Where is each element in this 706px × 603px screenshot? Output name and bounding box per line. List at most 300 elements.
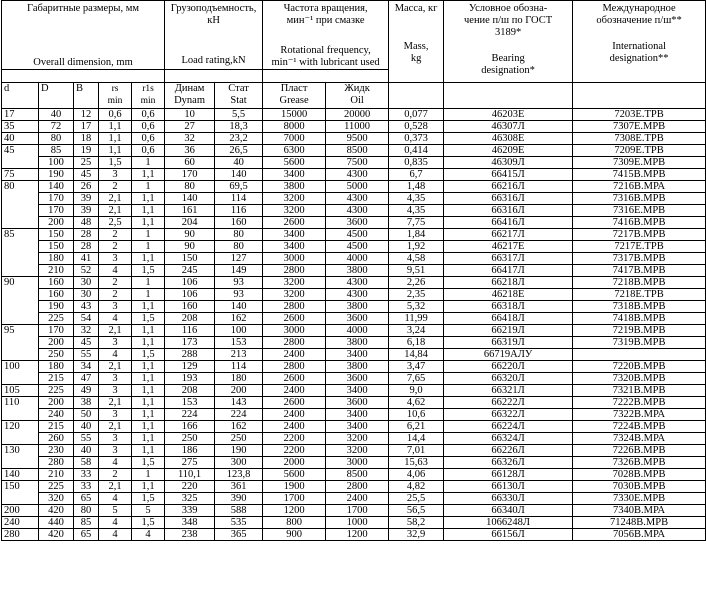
cell-freq-oil: 2800 [326,481,389,493]
header-freq-ru: Частота вращения, мин⁻¹ при смазке [283,3,368,26]
cell-gost-designation: 66326Л [444,457,573,469]
cell-d: 95 [2,325,39,337]
cell-freq-grease: 1900 [263,481,326,493]
cell-r1s-min: 1,1 [132,253,165,265]
table-row [2,529,706,541]
cell-r1s-min: 1,5 [132,265,165,277]
cell-mass: 1,92 [389,241,444,253]
cell-load-static: 123,8 [215,469,263,481]
header-grease-ru: Пласт [280,83,308,94]
cell-mass: 4,35 [389,193,444,205]
cell-rs-min: 2 [99,469,132,481]
cell-d: 105 [2,385,39,397]
cell-B: 54 [74,313,99,325]
cell-freq-oil: 4300 [326,169,389,181]
cell-gost-designation: 66217Л [444,229,573,241]
cell-freq-oil: 3400 [326,385,389,397]
cell-D: 170 [39,193,74,205]
cell-D: 260 [39,433,74,445]
cell-r1s-min: 1,1 [132,205,165,217]
cell-rs-min: 4 [99,265,132,277]
header-dyn-ru: Динам [174,83,205,94]
table-row [2,241,706,253]
cell-D: 225 [39,481,74,493]
cell-gost-designation: 66415Л [444,169,573,181]
cell-r1s-min: 1,1 [132,169,165,181]
cell-B: 50 [74,409,99,421]
cell-load-dynamic: 27 [165,121,215,133]
cell-freq-grease: 2400 [263,421,326,433]
header-mass-ru: Масса, кг [394,3,438,14]
cell-freq-oil: 3400 [326,421,389,433]
cell-mass: 0,077 [389,109,444,121]
cell-freq-grease: 3200 [263,205,326,217]
cell-rs-min: 2,1 [99,481,132,493]
cell-D: 190 [39,169,74,181]
cell-D: 180 [39,253,74,265]
cell-rs-min: 2 [99,229,132,241]
bearing-spec-table [1,0,706,541]
cell-load-static: 361 [215,481,263,493]
header-mass [389,1,444,83]
cell-D: 280 [39,457,74,469]
cell-B: 30 [74,289,99,301]
cell-r1s-min: 1,1 [132,409,165,421]
cell-intl-designation: 7415В.МРВ [573,169,706,181]
cell-mass: 4,82 [389,481,444,493]
cell-freq-oil: 4300 [326,289,389,301]
cell-gost-designation: 66719АЛУ [444,349,573,361]
cell-d: 140 [2,469,39,481]
cell-mass: 7,01 [389,445,444,457]
table-row [2,133,706,145]
cell-intl-designation: 7418В.МРВ [573,313,706,325]
cell-rs-min: 3 [99,409,132,421]
cell-d: 40 [2,133,39,145]
cell-r1s-min: 1,5 [132,349,165,361]
cell-rs-min: 4 [99,493,132,505]
cell-load-dynamic: 36 [165,145,215,157]
cell-D: 200 [39,337,74,349]
cell-gost-designation: 46309Л [444,157,573,169]
cell-load-static: 588 [215,505,263,517]
cell-freq-oil: 3800 [326,265,389,277]
cell-gost-designation: 66130Л [444,481,573,493]
cell-gost-designation: 66324Л [444,433,573,445]
cell-load-static: 300 [215,457,263,469]
cell-intl-designation: 7330Е.МРВ [573,493,706,505]
cell-freq-oil: 1200 [326,529,389,541]
cell-load-static: 535 [215,517,263,529]
cell-D: 225 [39,313,74,325]
cell-mass: 32,9 [389,529,444,541]
cell-intl-designation: 7322В.МРА [573,409,706,421]
cell-rs-min: 0,6 [99,109,132,121]
cell-freq-oil: 11000 [326,121,389,133]
cell-B: 52 [74,265,99,277]
cell-load-static: 149 [215,265,263,277]
cell-freq-grease: 3200 [263,193,326,205]
cell-d [2,349,39,361]
cell-load-static: 69,5 [215,181,263,193]
cell-intl-designation: 7203Е.ТРВ [573,109,706,121]
cell-d [2,265,39,277]
cell-mass: 14,4 [389,433,444,445]
cell-gost-designation: 66316Л [444,193,573,205]
cell-load-dynamic: 208 [165,313,215,325]
cell-freq-oil: 8500 [326,145,389,157]
cell-B: 40 [74,421,99,433]
cell-rs-min: 3 [99,253,132,265]
cell-d: 110 [2,397,39,409]
table-row [2,193,706,205]
cell-r1s-min: 1,1 [132,445,165,457]
cell-rs-min: 2,1 [99,325,132,337]
cell-freq-oil: 9500 [326,133,389,145]
cell-freq-grease: 2800 [263,301,326,313]
cell-r1s-min: 1 [132,229,165,241]
cell-intl-designation: 7030В.МРВ [573,481,706,493]
cell-mass: 15,63 [389,457,444,469]
cell-freq-grease: 5600 [263,157,326,169]
cell-load-static: 80 [215,229,263,241]
cell-intl-designation: 7307Е.МРВ [573,121,706,133]
table-row [2,457,706,469]
cell-freq-grease: 2600 [263,397,326,409]
table-row [2,421,706,433]
table-row [2,289,706,301]
cell-load-static: 140 [215,169,263,181]
cell-load-dynamic: 90 [165,229,215,241]
cell-rs-min: 4 [99,517,132,529]
cell-intl-designation: 7209Е.ТРВ [573,145,706,157]
header-D: D [39,83,74,109]
cell-rs-min: 1,1 [99,145,132,157]
cell-freq-grease: 3400 [263,241,326,253]
cell-D: 72 [39,121,74,133]
cell-r1s-min: 5 [132,505,165,517]
cell-rs-min: 2,1 [99,205,132,217]
cell-load-static: 140 [215,301,263,313]
cell-mass: 9,51 [389,265,444,277]
cell-mass: 6,18 [389,337,444,349]
cell-r1s-min: 1,1 [132,217,165,229]
cell-B: 34 [74,361,99,373]
table-row [2,145,706,157]
cell-load-static: 5,5 [215,109,263,121]
cell-load-static: 200 [215,385,263,397]
cell-rs-min: 2 [99,181,132,193]
header-intl-en1: International [612,41,666,52]
cell-B: 33 [74,469,99,481]
cell-freq-grease: 3400 [263,169,326,181]
cell-freq-grease: 2400 [263,349,326,361]
cell-B: 49 [74,385,99,397]
header-dyn-en: Dynam [174,95,206,106]
cell-r1s-min: 1,5 [132,313,165,325]
cell-r1s-min: 1 [132,469,165,481]
cell-freq-grease: 2200 [263,445,326,457]
header-gost-ru: Условное обозна-чение п/ш по ГОСТ 3189* [464,3,553,38]
table-row [2,409,706,421]
cell-freq-oil: 8500 [326,469,389,481]
cell-B: 48 [74,217,99,229]
cell-mass: 4,62 [389,397,444,409]
cell-load-dynamic: 106 [165,277,215,289]
cell-gost-designation: 1066248Л [444,517,573,529]
cell-load-dynamic: 325 [165,493,215,505]
cell-D: 420 [39,529,74,541]
table-row [2,517,706,529]
cell-rs-min: 2,5 [99,217,132,229]
cell-intl-designation: 7320В.МРВ [573,373,706,385]
cell-r1s-min: 1 [132,157,165,169]
cell-rs-min: 4 [99,457,132,469]
table-row [2,433,706,445]
table-row [2,157,706,169]
cell-load-dynamic: 275 [165,457,215,469]
cell-d [2,373,39,385]
cell-freq-oil: 3200 [326,433,389,445]
cell-B: 25 [74,157,99,169]
cell-B: 40 [74,445,99,457]
cell-D: 150 [39,229,74,241]
cell-B: 18 [74,133,99,145]
cell-freq-oil: 5000 [326,181,389,193]
cell-B: 38 [74,397,99,409]
table-row [2,493,706,505]
cell-freq-grease: 2200 [263,433,326,445]
cell-mass: 6,7 [389,169,444,181]
cell-load-dynamic: 220 [165,481,215,493]
cell-mass: 2,26 [389,277,444,289]
cell-B: 26 [74,181,99,193]
cell-load-dynamic: 150 [165,253,215,265]
cell-rs-min: 3 [99,385,132,397]
cell-load-dynamic: 238 [165,529,215,541]
cell-load-static: 365 [215,529,263,541]
cell-d [2,241,39,253]
table-row [2,265,706,277]
header-d: d [2,83,39,109]
header-rs-label: rs [111,84,119,94]
cell-mass: 58,2 [389,517,444,529]
cell-load-dynamic: 224 [165,409,215,421]
cell-D: 210 [39,469,74,481]
cell-rs-min: 3 [99,337,132,349]
table-row [2,169,706,181]
cell-r1s-min: 1,1 [132,301,165,313]
cell-load-dynamic: 204 [165,217,215,229]
table-row [2,217,706,229]
cell-load-static: 40 [215,157,263,169]
cell-mass: 10,6 [389,409,444,421]
cell-intl-designation: 7219В.МРВ [573,325,706,337]
cell-d: 200 [2,505,39,517]
cell-gost-designation: 66416Л [444,217,573,229]
cell-freq-grease: 2400 [263,409,326,421]
cell-r1s-min: 1,1 [132,337,165,349]
cell-intl-designation: 7416В.МРВ [573,217,706,229]
cell-mass: 1,84 [389,229,444,241]
cell-B: 80 [74,505,99,517]
cell-rs-min: 3 [99,433,132,445]
table-row [2,373,706,385]
header-overall-spacer [2,70,165,83]
cell-load-dynamic: 153 [165,397,215,409]
cell-freq-grease: 2000 [263,457,326,469]
cell-mass: 0,414 [389,145,444,157]
cell-d: 17 [2,109,39,121]
header-overall-dimension [2,1,165,70]
cell-mass: 0,373 [389,133,444,145]
cell-freq-oil: 20000 [326,109,389,121]
cell-d: 100 [2,361,39,373]
table-row [2,313,706,325]
table-row [2,277,706,289]
cell-gost-designation: 66319Л [444,337,573,349]
table-row [2,325,706,337]
cell-load-dynamic: 116 [165,325,215,337]
cell-r1s-min: 1,1 [132,421,165,433]
cell-B: 55 [74,349,99,361]
cell-load-static: 160 [215,217,263,229]
cell-d: 150 [2,481,39,493]
header-mass-sub [389,83,444,109]
cell-freq-grease: 2800 [263,361,326,373]
cell-D: 170 [39,205,74,217]
cell-gost-designation: 66322Л [444,409,573,421]
cell-freq-oil: 3600 [326,313,389,325]
cell-load-static: 114 [215,193,263,205]
cell-gost-designation: 66224Л [444,421,573,433]
cell-gost-designation: 66418Л [444,313,573,325]
cell-intl-designation [573,349,706,361]
cell-mass: 7,65 [389,373,444,385]
cell-D: 240 [39,409,74,421]
header-freq-en1: Rotational frequency, [280,45,371,56]
header-dynamic [165,83,215,109]
cell-intl-designation: 7340В.МРА [573,505,706,517]
cell-freq-grease: 1700 [263,493,326,505]
cell-D: 230 [39,445,74,457]
cell-load-dynamic: 245 [165,265,215,277]
cell-mass: 4,58 [389,253,444,265]
cell-freq-oil: 1000 [326,517,389,529]
cell-freq-grease: 6300 [263,145,326,157]
cell-B: 45 [74,169,99,181]
header-load-ru: Грузоподъемность, кН [170,3,257,26]
header-gost-sub [444,83,573,109]
cell-freq-grease: 3000 [263,325,326,337]
cell-gost-designation: 66219Л [444,325,573,337]
cell-freq-grease: 5600 [263,469,326,481]
cell-freq-oil: 4500 [326,241,389,253]
cell-gost-designation: 66318Л [444,301,573,313]
cell-freq-oil: 3800 [326,301,389,313]
cell-mass: 5,32 [389,301,444,313]
cell-load-dynamic: 160 [165,301,215,313]
cell-D: 80 [39,133,74,145]
cell-B: 58 [74,457,99,469]
cell-freq-grease: 2600 [263,217,326,229]
cell-D: 150 [39,241,74,253]
cell-rs-min: 4 [99,349,132,361]
cell-load-dynamic: 339 [165,505,215,517]
header-intl-ru: Международное обозначение п/ш** [596,3,682,26]
cell-gost-designation: 66330Л [444,493,573,505]
cell-gost-designation: 66321Л [444,385,573,397]
cell-B: 85 [74,517,99,529]
cell-gost-designation: 66156Л [444,529,573,541]
cell-mass: 14,84 [389,349,444,361]
cell-freq-grease: 3000 [263,253,326,265]
cell-r1s-min: 1,5 [132,493,165,505]
header-rotational-frequency [263,1,389,70]
header-rs-min: min [107,96,123,106]
header-load-en: Load rating,kN [181,55,246,66]
cell-load-static: 93 [215,277,263,289]
cell-d: 90 [2,277,39,289]
cell-B: 55 [74,433,99,445]
cell-intl-designation: 7218В.МРВ [573,277,706,289]
cell-gost-designation: 66320Л [444,373,573,385]
header-stat-en: Stat [230,95,247,106]
cell-intl-designation: 71248В.МРВ [573,517,706,529]
cell-mass: 6,21 [389,421,444,433]
cell-D: 215 [39,373,74,385]
cell-B: 28 [74,241,99,253]
cell-intl-designation: 7324В.МРА [573,433,706,445]
table-row [2,253,706,265]
cell-gost-designation: 66222Л [444,397,573,409]
cell-B: 19 [74,145,99,157]
header-freq-spacer [263,70,389,83]
cell-freq-oil: 2400 [326,493,389,505]
cell-intl-designation: 7318В.МРВ [573,301,706,313]
cell-freq-oil: 4300 [326,277,389,289]
cell-freq-oil: 3400 [326,409,389,421]
cell-load-dynamic: 161 [165,205,215,217]
header-r1s [132,83,165,109]
cell-rs-min: 2 [99,277,132,289]
cell-freq-grease: 2400 [263,385,326,397]
cell-r1s-min: 1 [132,241,165,253]
cell-rs-min: 1,1 [99,121,132,133]
cell-load-dynamic: 173 [165,337,215,349]
cell-load-dynamic: 80 [165,181,215,193]
table-row [2,121,706,133]
cell-gost-designation: 46218Е [444,289,573,301]
table-row [2,505,706,517]
cell-load-dynamic: 90 [165,241,215,253]
cell-r1s-min: 1,1 [132,433,165,445]
cell-freq-oil: 4000 [326,253,389,265]
header-freq-en2: min⁻¹ with lubricant used [271,57,380,68]
cell-load-dynamic: 166 [165,421,215,433]
cell-D: 440 [39,517,74,529]
cell-load-static: 180 [215,373,263,385]
cell-intl-designation: 7218Е.ТРВ [573,289,706,301]
cell-r1s-min: 1,1 [132,397,165,409]
table-row [2,229,706,241]
cell-D: 210 [39,265,74,277]
cell-r1s-min: 1,1 [132,325,165,337]
cell-intl-designation: 7222В.МРВ [573,397,706,409]
cell-load-dynamic: 129 [165,361,215,373]
cell-freq-grease: 3200 [263,289,326,301]
cell-B: 45 [74,337,99,349]
